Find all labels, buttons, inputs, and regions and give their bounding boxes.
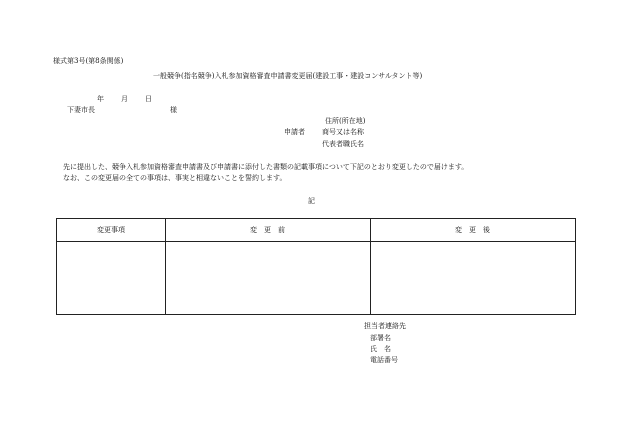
body-line-2: なお、この変更届の全ての事項は、事実と相違ないことを誓約します。 xyxy=(63,174,287,182)
form-number: 様式第3号(第8条関係) xyxy=(53,57,124,65)
table-header-before: 変 更 前 xyxy=(250,226,285,234)
applicant-company-label: 商号又は名称 xyxy=(322,128,364,136)
document-title: 一般競争(指名競争)入札参加資格審査申請書変更届(建設工事・建設コンサルタント等) xyxy=(153,72,423,80)
applicant-address-label: 住所(所在地) xyxy=(325,117,366,125)
contact-department-label: 部署名 xyxy=(370,334,391,342)
date-year-label: 年 xyxy=(97,95,104,103)
date-month-label: 月 xyxy=(121,95,128,103)
ki-heading: 記 xyxy=(308,197,315,205)
table-header-divider xyxy=(57,241,575,242)
contact-name-label: 氏 名 xyxy=(370,345,391,353)
table-header-after: 変 更 後 xyxy=(455,226,490,234)
contact-phone-label: 電話番号 xyxy=(370,356,398,364)
addressee-honorific: 様 xyxy=(170,106,177,114)
contact-heading: 担当者連絡先 xyxy=(364,322,406,330)
table-header-change-item: 変更事項 xyxy=(97,226,125,234)
body-line-1: 先に提出した、競争入札参加資格審査申請書及び申請書に添付した書類の記載事項について下記のとおり変更したので届けます。 xyxy=(63,163,469,171)
addressee-name: 下妻市長 xyxy=(67,106,95,114)
date-day-label: 日 xyxy=(145,95,152,103)
change-table xyxy=(56,218,576,315)
applicant-representative-label: 代表者職氏名 xyxy=(322,140,364,148)
applicant-label: 申請者 xyxy=(284,128,305,136)
